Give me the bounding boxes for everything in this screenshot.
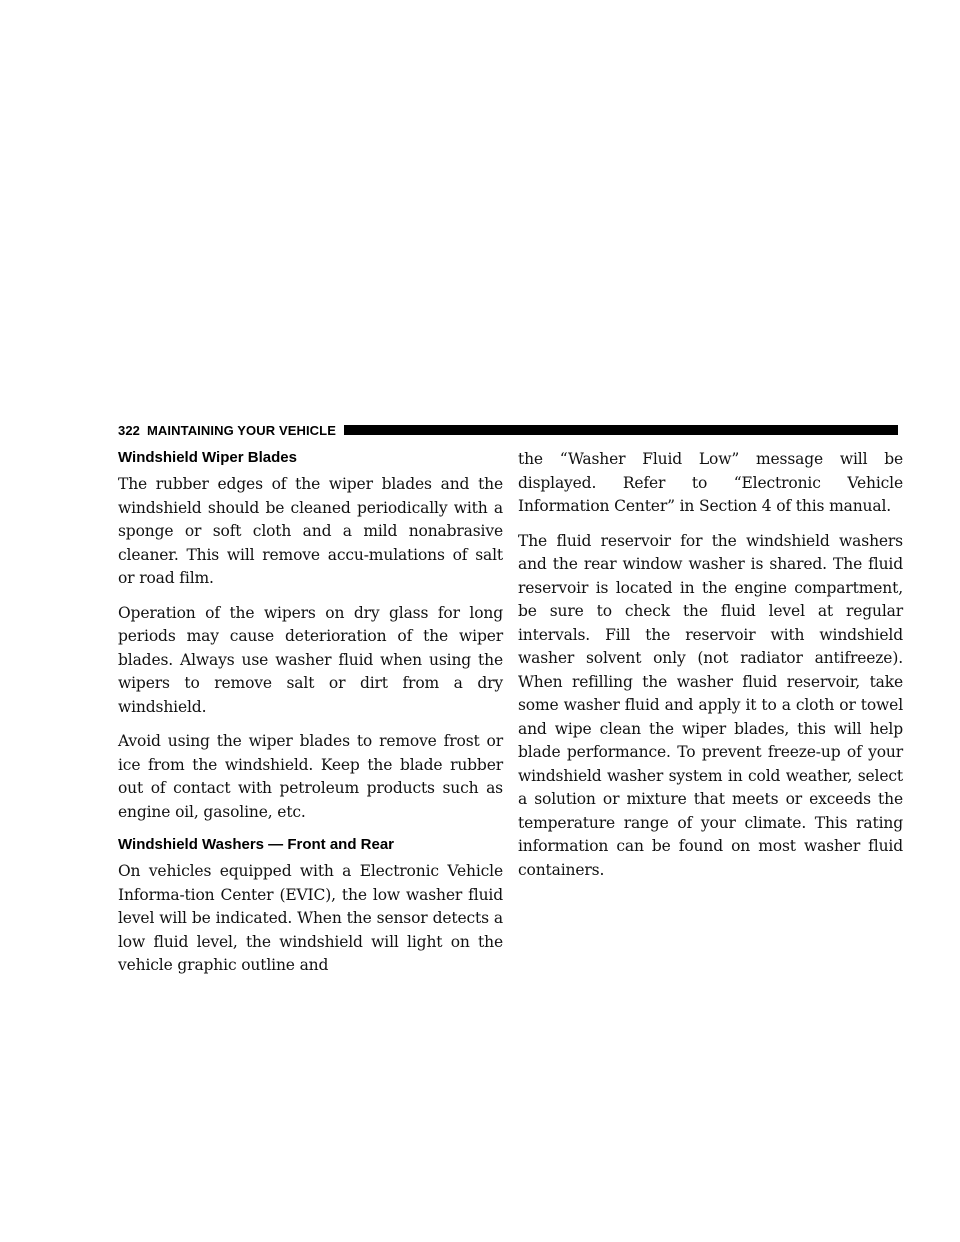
paragraph: Avoid using the wiper blades to remove frost or ice from the windshield. Keep the blade rubber out of contact with petroleum products such as engine oil, gasoline, etc. [118, 732, 503, 821]
paragraph: Operation of the wipers on dry glass for long periods may cause deterioration of the wiper blades. Always use washer fluid when using the wipers to remove salt or dirt from a dry windshield. [118, 603, 503, 716]
section-title: MAINTAINING YOUR VEHICLE [147, 422, 336, 438]
paragraph: On vehicles equipped with a Electronic Vehicle Informa-tion Center (EVIC), the low washer fluid level will be indicated. When the sensor detects a low fluid level, the windshield will light on the vehicle graphic outline and [118, 862, 503, 974]
paragraph: The fluid reservoir for the windshield washers and the rear window washer is shared. The fluid reservoir is located in the engine compartment, be sure to check the fluid level at regular intervals. Fill the reservoir with windshield washer solvent only (not radiator antifreeze). When refilling the washer fluid reservoir, take some washer fluid and apply it to a cloth or towel and wipe clean the wiper blades, this will help blade performance. To prevent freeze-up of your windshield washer system in cold weather, select a solution or mixture that meets or exceeds the temperature range of your climate. This rating information can be found on most washer fluid containers. [518, 531, 903, 879]
left-column [118, 448, 503, 989]
heading-wiper-blades: Windshield Wiper Blades [118, 449, 297, 466]
page-header [118, 420, 898, 440]
page-number: 322 [118, 422, 140, 438]
paragraph: the “Washer Fluid Low” message will be displayed. Refer to “Electronic Vehicle Information Center” in Section 4 of this manual. [518, 450, 903, 515]
header-rule [344, 425, 898, 435]
heading-washers: Windshield Washers — Front and Rear [118, 836, 395, 853]
paragraph: The rubber edges of the wiper blades and the windshield should be cleaned periodically with a sponge or soft cloth and a mild nonabrasive cleaner. This will remove accu-mulations of salt or road film. [118, 475, 503, 587]
right-column [518, 448, 903, 893]
